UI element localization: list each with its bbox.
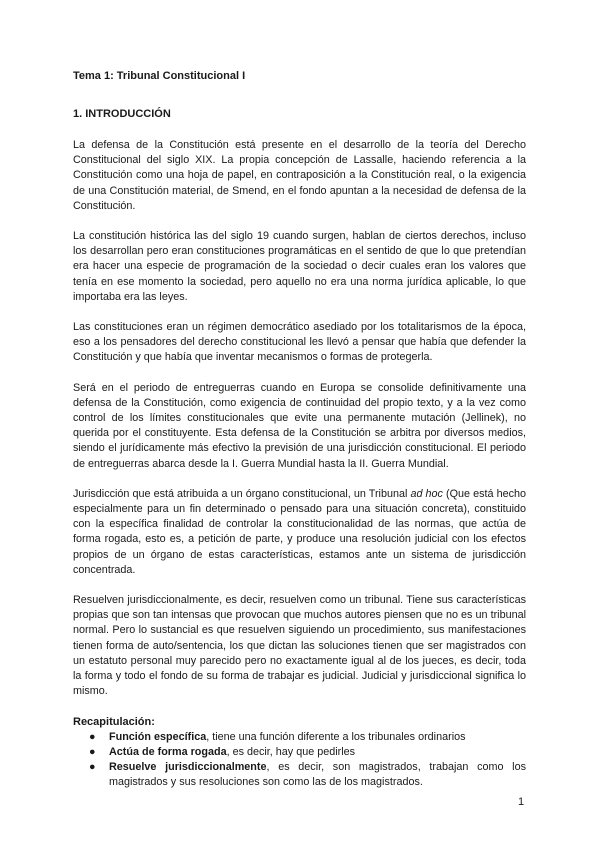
paragraph-5-italic: ad hoc (410, 487, 443, 500)
paragraph-1: La defensa de la Constitución está presente en el desarrollo de la teoría del Derecho Constitucional del siglo XIX. La propia concepción de Lassalle, haciendo referencia a la Constitución como una hoja de papel, en contraposición a la Constitución real, o la exigencia de una Constitución material, de Smend, en el fondo apuntan a la necesidad de defensa de la Constitución. (73, 139, 526, 212)
recap-item-text: , es decir, hay que pedirles (226, 745, 356, 758)
recap-list (73, 730, 526, 791)
bullet-icon: ● (89, 730, 96, 743)
page-content (73, 68, 526, 790)
paragraph-2: La constitución histórica las del siglo 19 cuando surgen, hablan de ciertos derechos, incluso los desarrollan pero eran constituciones programáticas en el sentido de que lo que pretendían era hacer una especie de programación de la sociedad o decir cuales eran los valores que tenía en ese momento la sociedad, pero aquello no era una norma jurídica aplicable, lo que importaba era las leyes. (73, 230, 526, 303)
section-heading: 1. INTRODUCCIÓN (73, 108, 171, 120)
recap-item (89, 760, 526, 790)
recap-title: Recapitulación: (73, 715, 155, 728)
document-title: Tema 1: Tribunal Constitucional I (73, 70, 246, 82)
page-number: 1 (518, 796, 525, 808)
recap-item-bold: Función específica (109, 730, 207, 743)
recap-item-bold: Resuelve jurisdiccionalmente (109, 760, 267, 773)
paragraph-4: Será en el periodo de entreguerras cuando en Europa se consolide definitivamente una defensa de la Constitución, como exigencia de continuidad del propio texto, y a la vez como control de los límites constitucionales que evite una permanente mutación (Jellinek), no querida por el constituyente. Esta defensa de la Constitución se arbitra por diversos medios, siendo el jurídicamente más efectivo la previsión de una jurisdicción constitucional. El periodo de entreguerras abarca desde la I. Guerra Mundial hasta la II. Guerra Mundial. (73, 381, 526, 470)
paragraph-5-start: Jurisdicción que está atribuida a un órgano constitucional, un Tribunal (73, 487, 411, 500)
bullet-icon: ● (89, 745, 96, 758)
paragraph-5-end: (Que está hecho especialmente para un fin determinado o pensado para una situación concreta), constituido con la específica finalidad de controlar la constitucionalidad de las normas, que actúa de forma rogada, esto es, a petición de parte, y produce una resolución judicial con los efectos propios de un órgano de estas características, estamos ante un sistema de jurisdicción concentrada. (73, 487, 527, 576)
recap-item-text: , tiene una función diferente a los tribunales ordinarios (206, 730, 466, 743)
bullet-icon: ● (89, 760, 96, 773)
recap-item-bold: Actúa de forma rogada (109, 745, 227, 758)
paragraph-5 (73, 487, 526, 578)
recap-item (89, 745, 526, 760)
paragraph-3: Las constituciones eran un régimen democrático asediado por los totalitarismos de la época, eso a los pensadores del derecho constitucional les llevó a pensar que había que defender la Constitución y que había que inventar mecanismos o formas de protegerla. (73, 321, 526, 364)
recap-item (89, 730, 526, 745)
recap-item-text: , es decir, son magistrados, trabajan como los magistrados y sus resoluciones son como las de los magistrados. (109, 760, 526, 789)
paragraph-6: Resuelven jurisdiccionalmente, es decir, resuelven como un tribunal. Tiene sus características propias que son tan intensas que provocan que muchos autores piensen que no es un tribunal normal. Pero lo sustancial es que resuelven siguiendo un procedimiento, sus manifestaciones tienen forma de auto/sentencia, los que dictan las soluciones tienen que ser magistrados con un estatuto personal muy parecido pero no exactamente igual al de los jueces, es decir, toda la forma y todo el fondo de su forma de trabajar es judicial. Judicial y jurisdiccional significa lo mismo. (73, 594, 526, 698)
